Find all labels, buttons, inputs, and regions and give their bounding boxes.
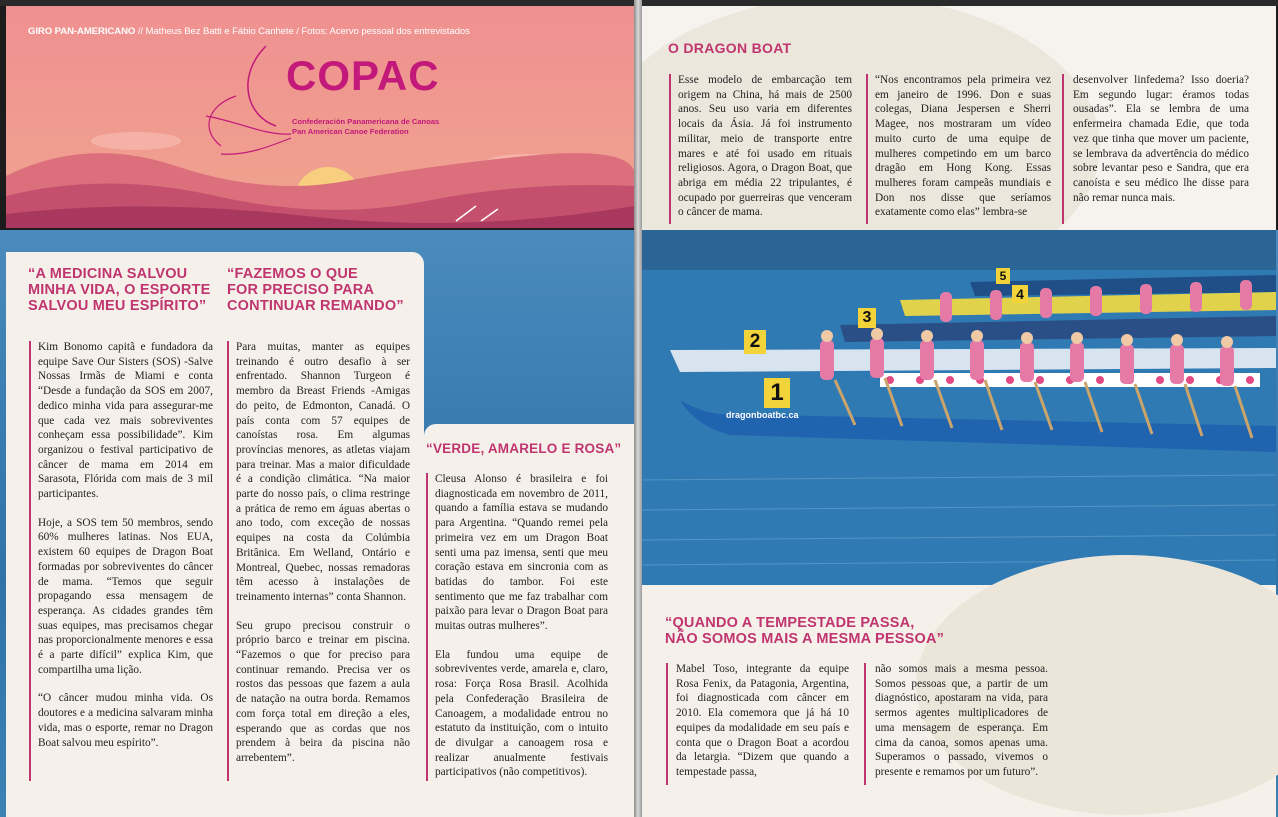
column-rule — [666, 663, 668, 785]
fazemos-body: Para muitas, manter as equipes treinando é outro desafio à ser enfrentado. Shannon Turgeon é membro da Breast Friends -Amigas do peito, de Edmonton, Canadá. O país conta com 57 equipes de canoístas rosa. Em algumas províncias menores, as atletas viajam para treinar. Mas a maior dificuldade é a condição climática. “Na maior parte do nosso país, o clima restringe a prática de remo em águas abertas o ano todo, com exceção de nossas equipes na costa da Colúmbia Britânica. Em Welland, Ontário e Montreal, Quebec, nossas remadoras têm acesso à instalações de treinamento internas” conta Shannon. Seu grupo precisou construir o próprio barco e treinar em piscina. “Fazemos o que for preciso para continuar remando. Precisa ver os rostos das pessoas que fazem a aula de natação na outra borda. Remamos com força total em direção a eles, esperando que as cordas que nos prendem à beira da piscina não arrebentem”. — [236, 341, 410, 764]
tempestade-col2: não somos mais a mesma pessoa. Somos pessoas que, a partir de um diagnóstico, apostaram na vida, para sermos agentes multiplicadores de uma mensagem de esperança. Em cima da canoa, somos apenas uma. Superamos o passado, vivemos o presente e remamos por um futuro”. — [875, 663, 1048, 778]
tempestade-col1: Mabel Toso, integrante da equipe Rosa Fenix, da Patagonia, Argentina, foi diagnosticada com câncer em 2010. Ela comemora que já há 10 equipes da modalidade em seu país e conta que o Dragon Boat a acordou da letargia. “Dizem que quando a tempestade passa, — [676, 663, 849, 778]
dragon-boat-heading: O DRAGON BOAT — [668, 40, 792, 56]
credits-authors: // Matheus Bez Batti e Fábio Canhete / Fotos: Acervo pessoal dos entrevistados — [135, 26, 470, 37]
boat-label: dragonboatbc.ca — [726, 410, 799, 420]
lane-number-3: 3 — [858, 308, 876, 328]
column-rule — [227, 341, 229, 781]
lane-number-2: 2 — [744, 330, 766, 354]
lane-number-5: 5 — [996, 268, 1010, 284]
copac-subtitle-es: Confederación Panamericana de Canoas — [292, 117, 440, 126]
verde-body: Cleusa Alonso é brasileira e foi diagnosticada em novembro de 2011, quando a família estava se mudando para Argentina. “Quando remei pela primeira vez em um Dragon Boat senti uma paz imensa, senti que meu coração estava em sincronia com as batidas do tambor. Foi este sentimento que me faz trabalhar com paixão para levar o Dragon Boat para muitas outras mulheres”. Ela fundou uma equipe de sobreviventes verde, amarela e, claro, rosa: Força Rosa Brasil. Acolhida pela Confederação Brasileira de Canoagem, a modalidade entrou no estatuto da instituição, com o intuito de divulgar a canoagem rosa e realizar anualmente festivais participativos (não competitivos). — [435, 473, 608, 779]
heading-verde: “VERDE, AMARELO E ROSA” — [426, 441, 622, 456]
dragon-boat-col1: Esse modelo de embarcação tem origem na China, há mais de 2500 anos. Seu uso varia em diferentes locais da Ásia. Já foi instrumento militar, meio de transporte entre mares e até foi usado em rituais religiosos. Agora, o Dragon Boat, que abriga em média 22 tripulantes, é ocupado por guerreiras que venceram o câncer de mama. — [678, 74, 852, 219]
column-rule — [29, 341, 31, 781]
lane-number-4: 4 — [1012, 285, 1028, 303]
column-rule — [1062, 74, 1064, 224]
heading-fazemos: “FAZEMOS O QUE FOR PRECISO PARA CONTINUAR REMANDO” — [227, 266, 404, 314]
column-rule — [426, 473, 428, 781]
section-name: GIRO PAN-AMERICANO — [28, 26, 136, 37]
column-rule — [864, 663, 866, 785]
dragon-boat-col3: desenvolver linfedema? Isso doeria? Em segundo lugar: éramos todas ousadas”. Ela se lembra de uma enfermeira chamada Edie, que toda vez que tinha que mover um paciente, se lembrava da advertência do médico sobre levantar peso e Sandra, que era canoísta e seu médico lhe disse para não remar nunca mais. — [1073, 74, 1249, 204]
copac-subtitle-en: Pan American Canoe Federation — [292, 127, 409, 136]
article-credits — [28, 26, 470, 37]
lane-number-1: 1 — [764, 378, 790, 408]
copac-logo: COPAC — [286, 52, 440, 99]
boats-illustration — [640, 230, 1276, 585]
dragon-boat-photo — [640, 230, 1276, 585]
heading-tempestade: “QUANDO A TEMPESTADE PASSA, NÃO SOMOS MAIS A MESMA PESSOA” — [665, 615, 945, 647]
column-rule — [866, 74, 868, 224]
column-rule — [669, 74, 671, 224]
heading-medicina: “A MEDICINA SALVOU MINHA VIDA, O ESPORTE SALVOU MEU ESPÍRITO” — [28, 266, 211, 314]
page-gutter — [634, 0, 642, 817]
dragon-boat-col2: “Nos encontramos pela primeira vez em janeiro de 1996. Don e suas colegas, Diana Jespersen e Sherri Magee, nos mostraram um vídeo muito curto de uma equipe de mulheres competindo em um barco dragão em Hong Kong. Essas mulheres foram campeãs mundiais e Don nos disse que seríamos exatamente como elas” lembra-se — [875, 74, 1051, 219]
medicina-body: Kim Bonomo capitã e fundadora da equipe Save Our Sisters (SOS) -Salve Nossas Irmãs de Miami e conta “Desde a fundação da SOS em 2007, dedico minha vida para assegurar-me que cada vez mais sobreviventes conheçam essa possibilidade”. Kim organizou o festival participativo de câncer de mama em 2014 em Sarasota, Flórida com mais de 3 mil participantes. Hoje, a SOS tem 50 membros, sendo 60% mulheres latinas. Nos EUA, existem 60 equipes de Dragon Boat formadas por sobreviventes do câncer de mama. “Temos que seguir propagando essa mensagem de esperança. As cidades grandes têm suas equipes, mas precisamos chegar nas proporcionalmente menores e essa é a parte difícil” explica Kim, que compartilha uma lição. “O câncer mudou minha vida. Os doutores e a medicina salvaram minha vida, mas o esporte, remar no Dragon Boat salvou meu espírito”. — [38, 341, 213, 749]
